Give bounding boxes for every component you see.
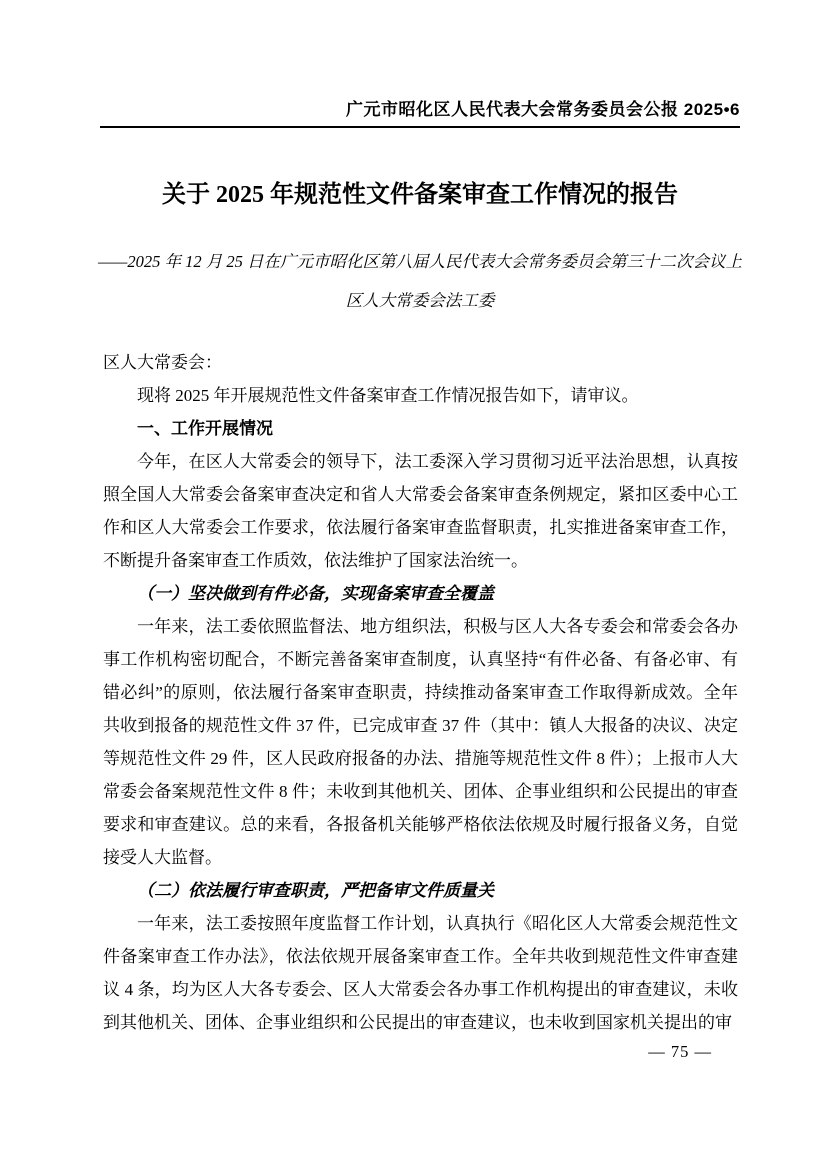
section-1-heading: 一、工作开展情况	[137, 419, 273, 438]
salutation: 区人大常委会：	[103, 353, 222, 372]
subsection-2-heading: （二）依法履行审查职责，严把备审文件质量关	[137, 881, 494, 900]
subsection-1-paragraph: 一年来，法工委依照监督法、地方组织法，积极与区人大各专委会和常委会各办事工作机构密切配合，不断完善备案审查制度，认真坚持“有件必备、有备必审、有错必纠”的原则，依法履行备案审查职责，持续推动备案审查工作取得新成效。全年共收到报备的规范性文件 37 件，已完成审查 37 件（其中：镇人大报备的决议、决定等规范性文件 29 件，区人民政府报备的办法、措施等规范性文件 8 件）；上报市人大常委会备案规范性文件 8 件；未收到其他机关、团体、企事业组织和公民提出的审查要求和审查建议。总的来看，各报备机关能够严格依法依规及时履行报备义务，自觉接受人大监督。	[103, 617, 738, 867]
intro-paragraph: 现将 2025 年开展规范性文件备案审查工作情况报告如下，请审议。	[137, 386, 639, 405]
subsection-2-paragraph: 一年来，法工委按照年度监督工作计划，认真执行《昭化区人大常委会规范性文件备案审查工作办法》，依法依规开展备案审查工作。全年共收到规范性文件审查建议 4 条，均为区人大各专委会、区人大常委会各办事工作机构提出的审查建议，未收到其他机关、团体、企事业组织和公民提出的审查建议，也未收到国家机关提出的审	[103, 914, 738, 1032]
publication-header: 广元市昭化区人民代表大会常务委员会公报 2025•6	[346, 100, 740, 119]
document-body	[103, 346, 738, 1039]
subtitle-author-line: 区人大常委会法工委	[345, 291, 495, 310]
header-rule	[100, 126, 740, 128]
document-title: 关于 2025 年规范性文件备案审查工作情况的报告	[162, 182, 678, 208]
subsection-1-heading: （一）坚决做到有件必备，实现备案审查全覆盖	[137, 584, 494, 603]
subtitle-meeting-line: ——2025 年 12 月 25 日在广元市昭化区第八届人民代表大会常务委员会第三十二次会议上	[98, 252, 742, 271]
section-1-paragraph: 今年，在区人大常委会的领导下，法工委深入学习贯彻习近平法治思想，认真按照全国人大常委会备案审查决定和省人大常委会备案审查条例规定，紧扣区委中心工作和区人大常委会工作要求，依法履行备案审查监督职责，扎实推进备案审查工作，不断提升备案审查工作质效，依法维护了国家法治统一。	[103, 452, 738, 570]
page-number: — 75 —	[648, 1042, 712, 1061]
